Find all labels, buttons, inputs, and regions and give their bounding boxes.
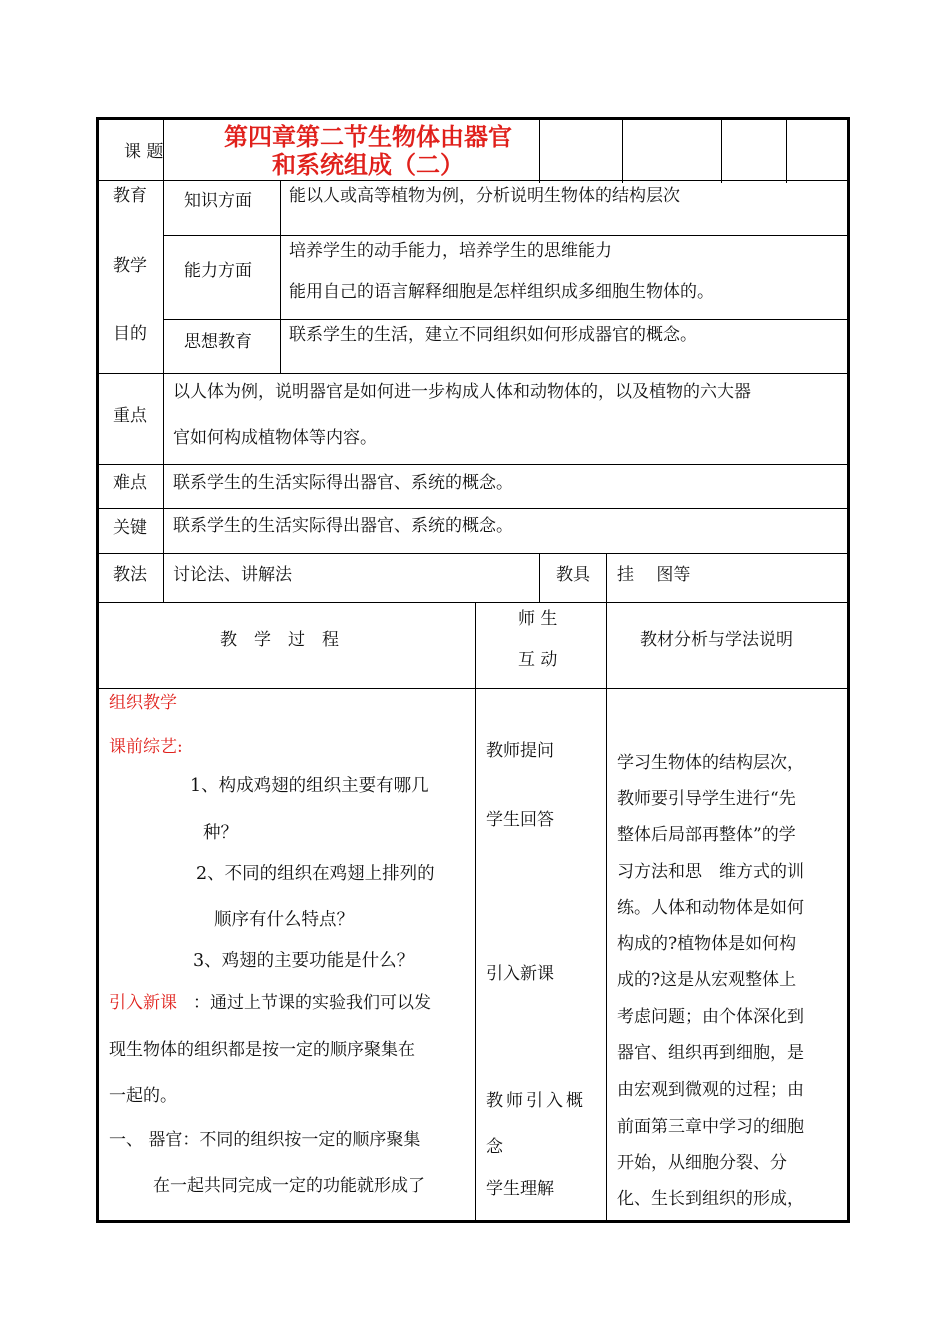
crux-text: 联系学生的生活实际得出器官、系统的概念。 xyxy=(173,516,513,536)
key-label: 重点 xyxy=(113,406,147,426)
knowledge-label: 知识方面 xyxy=(184,191,252,211)
row-divider xyxy=(99,688,847,689)
process-header: 教 学 过 程 xyxy=(220,630,339,650)
analysis-line: 练。人体和动物体是如何 xyxy=(617,898,804,918)
topic-label: 课 题 xyxy=(124,142,164,162)
intro-text-2: 现生物体的组织都是按一定的顺序聚集在 xyxy=(109,1040,415,1060)
row-divider xyxy=(99,553,847,554)
row-divider xyxy=(99,464,847,465)
col-divider xyxy=(606,602,607,1220)
ability-text-1: 培养学生的动手能力，培养学生的思维能力 xyxy=(289,241,612,261)
analysis-header: 教材分析与学法说明 xyxy=(640,630,793,650)
analysis-line: 习方法和思 维方式的训 xyxy=(617,862,804,882)
analysis-line: 考虑问题；由个体深化到 xyxy=(617,1007,804,1027)
interaction-4: 教师引入概 xyxy=(486,1091,586,1111)
row-divider xyxy=(99,373,847,374)
col-divider xyxy=(280,180,281,374)
row-divider xyxy=(163,319,847,320)
question-1b: 种？ xyxy=(203,823,238,843)
analysis-line: 由宏观到微观的过程；由 xyxy=(617,1080,804,1100)
row-divider xyxy=(99,508,847,509)
interaction-2: 学生回答 xyxy=(486,810,554,830)
crux-label: 关键 xyxy=(113,518,147,538)
difficult-text: 联系学生的生活实际得出器官、系统的概念。 xyxy=(173,473,513,493)
col-divider xyxy=(539,120,540,183)
row-divider xyxy=(163,235,847,236)
question-2b: 顺序有什么特点？ xyxy=(214,910,354,930)
method-label: 教法 xyxy=(113,565,147,585)
analysis-line: 前面第三章中学习的细胞 xyxy=(617,1117,804,1137)
interaction-6: 学生理解 xyxy=(486,1179,554,1199)
ability-text-2: 能用自己的语言解释细胞是怎样组织成多细胞生物体的。 xyxy=(289,282,714,302)
lesson-title-line2: 和系统组成（二） xyxy=(272,150,464,179)
col-divider xyxy=(539,553,540,603)
goals-side-label-3: 目的 xyxy=(113,324,147,344)
analysis-line: 器官、组织再到细胞，是 xyxy=(617,1043,804,1063)
interaction-header-1: 师 生 xyxy=(518,609,558,629)
row-divider xyxy=(99,180,847,181)
ability-label: 能力方面 xyxy=(184,261,252,281)
lesson-title-line1: 第四章第二节生物体由器官 xyxy=(224,122,512,151)
goals-side-label-2: 教学 xyxy=(113,256,147,276)
analysis-line: 化、生长到组织的形成， xyxy=(617,1189,804,1209)
col-divider xyxy=(163,373,164,603)
interaction-5: 念 xyxy=(486,1137,503,1157)
knowledge-text: 能以人或高等植物为例，分析说明生物体的结构层次 xyxy=(289,186,680,206)
analysis-line: 成的?这是从宏观整体上 xyxy=(617,970,797,990)
tools-label: 教具 xyxy=(556,565,590,585)
intro-text-1: ：通过上节课的实验我们可以发 xyxy=(193,993,431,1013)
analysis-line: 开始，从细胞分裂、分 xyxy=(617,1153,787,1173)
difficult-label: 难点 xyxy=(113,473,147,493)
organ-definition-2: 在一起共同完成一定的功能就形成了 xyxy=(153,1176,425,1196)
analysis-line: 构成的?植物体是如何构 xyxy=(617,934,797,954)
key-text-1: 以人体为例，说明器官是如何进一步构成人体和动物体的，以及植物的六大器 xyxy=(173,382,751,402)
analysis-line: 教师要引导学生进行“先 xyxy=(617,789,796,809)
interaction-1: 教师提问 xyxy=(486,741,554,761)
question-1a: 1、构成鸡翅的组织主要有哪几 xyxy=(190,776,429,796)
col-divider xyxy=(622,120,623,183)
thought-text: 联系学生的生活，建立不同组织如何形成器官的概念。 xyxy=(289,325,697,345)
interaction-3: 引入新课 xyxy=(486,964,554,984)
method-text: 讨论法、讲解法 xyxy=(173,565,292,585)
row-divider xyxy=(99,602,847,603)
warmup-heading: 课前综艺: xyxy=(109,737,183,757)
intro-text-3: 一起的。 xyxy=(109,1086,177,1106)
organize-heading: 组织教学 xyxy=(109,693,177,713)
col-divider xyxy=(163,180,164,374)
tools-text: 挂 图等 xyxy=(617,565,691,585)
col-divider xyxy=(475,602,476,1220)
analysis-line: 整体后局部再整体”的学 xyxy=(617,825,796,845)
thought-label: 思想教育 xyxy=(184,332,252,352)
col-divider xyxy=(786,120,787,183)
question-2a: 2、不同的组织在鸡翅上排列的 xyxy=(196,864,435,884)
question-3: 3、鸡翅的主要功能是什么？ xyxy=(193,951,415,971)
interaction-header-2: 互 动 xyxy=(518,650,558,670)
analysis-line: 学习生物体的结构层次， xyxy=(617,753,804,773)
col-divider xyxy=(606,553,607,603)
intro-label: 引入新课 xyxy=(109,993,177,1013)
key-text-2: 官如何构成植物体等内容。 xyxy=(173,428,377,448)
col-divider xyxy=(721,120,722,183)
organ-definition-1: 一、 器官：不同的组织按一定的顺序聚集 xyxy=(109,1130,421,1150)
goals-side-label-1: 教育 xyxy=(113,186,147,206)
